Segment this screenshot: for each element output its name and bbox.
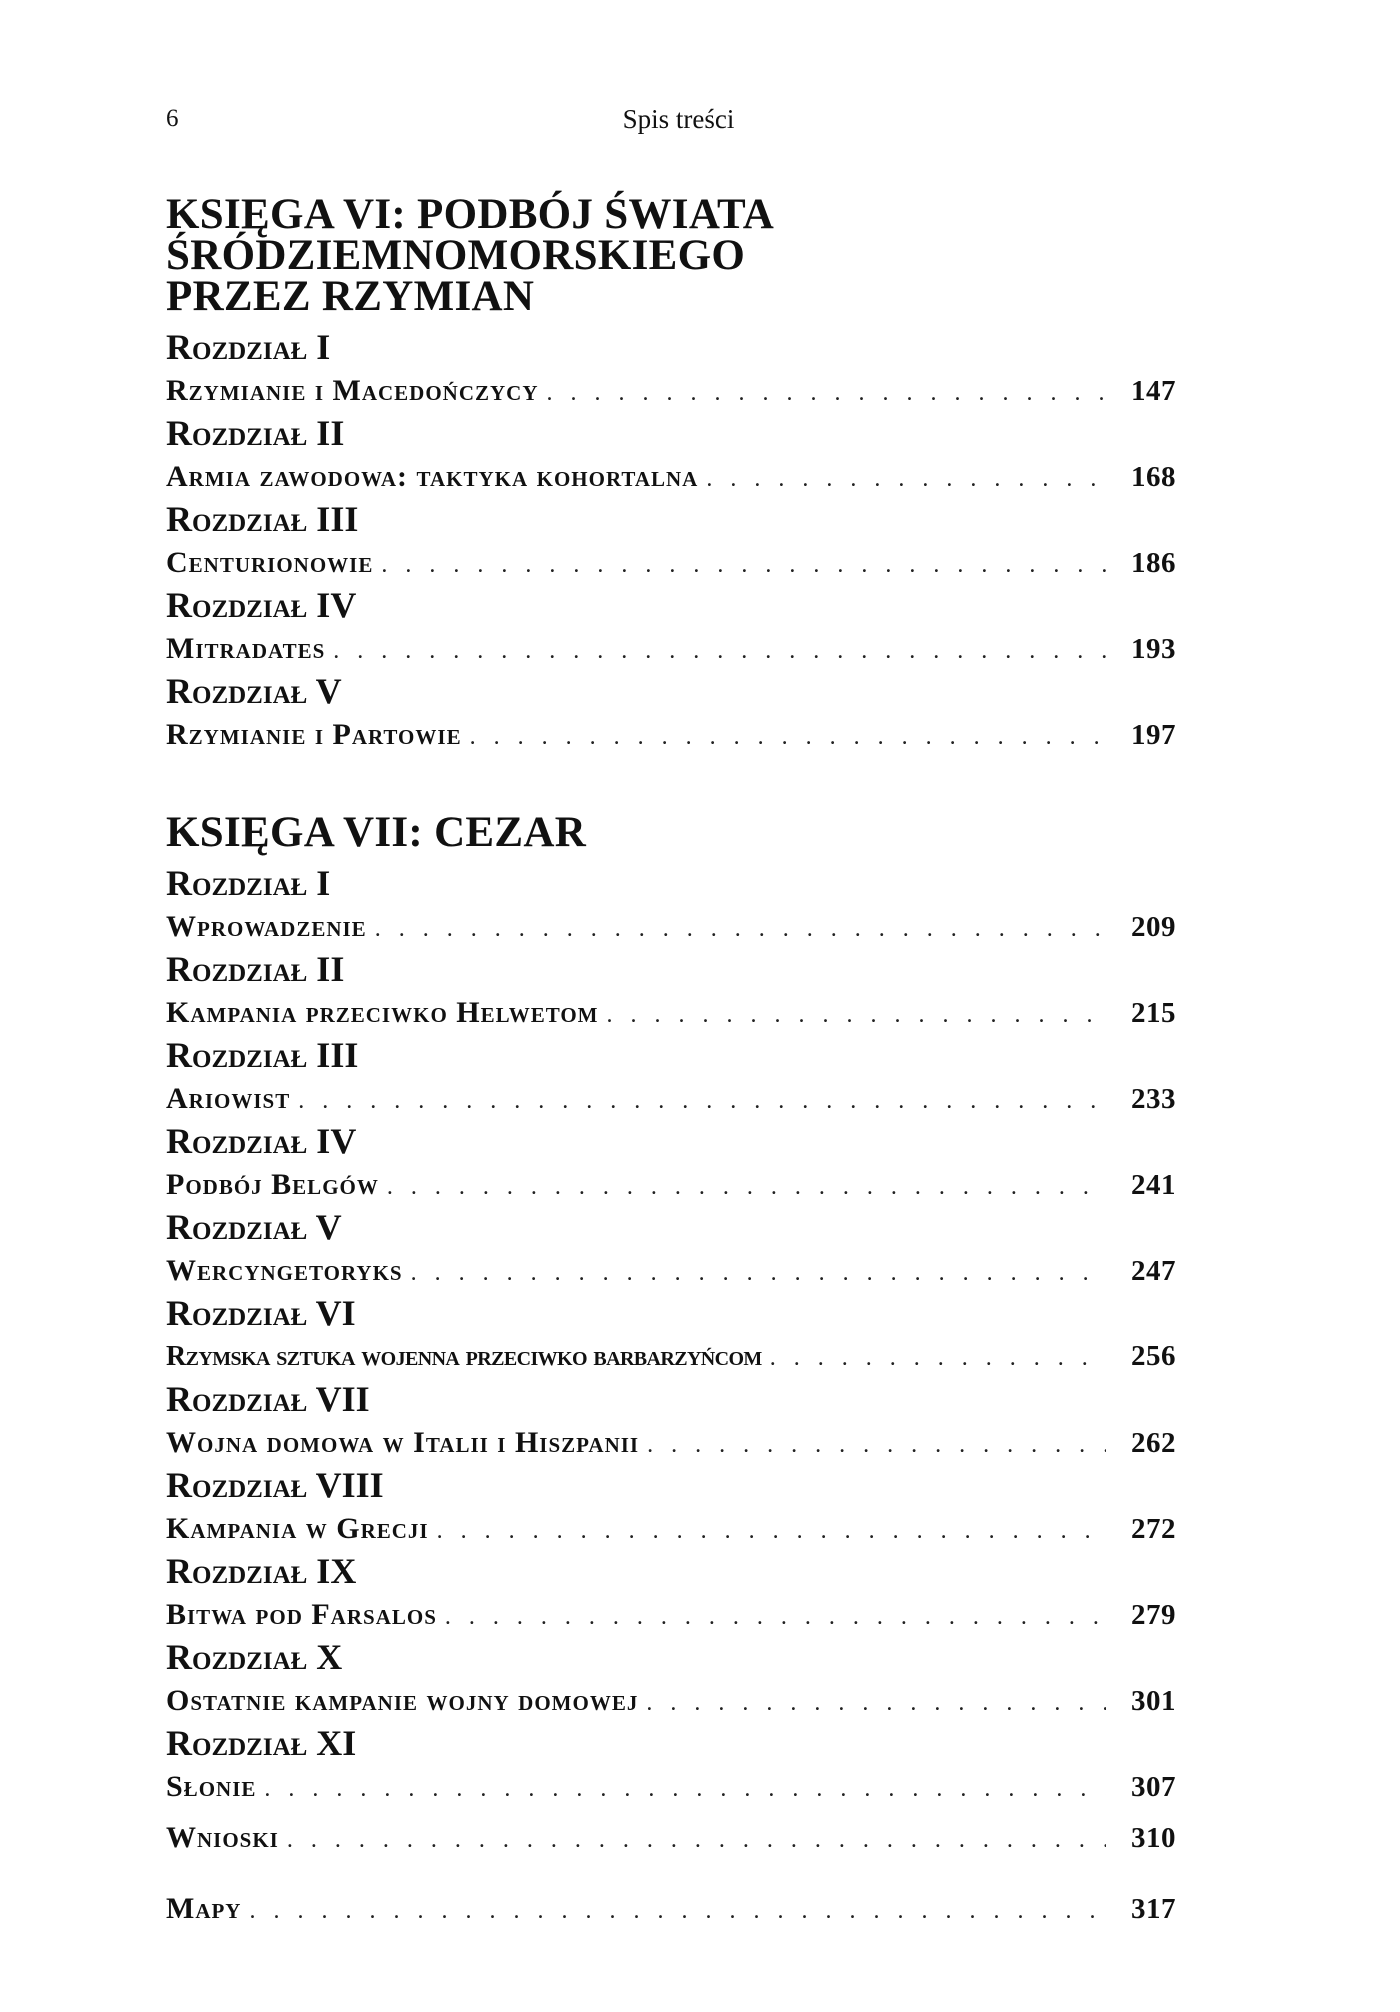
dot-leader [403,1252,1106,1295]
page-number: 6 [166,105,179,132]
entry-page-number: 247 [1131,1255,1176,1287]
entry-title: Armia zawodowa: taktyka kohortalna [166,460,699,493]
entry-page-number: 307 [1131,1771,1176,1803]
toc-entry[interactable] [166,991,1176,1034]
entry-title: Wnioski [166,1821,279,1854]
book-section [166,809,1176,1930]
dot-leader [290,1080,1106,1123]
dot-leader [379,1166,1106,1209]
entry-page-number: 301 [1131,1685,1176,1717]
chapter-label: Rozdział I [166,863,331,903]
chapter-label: Rozdział XI [166,1723,357,1763]
toc-entry[interactable] [166,1421,1176,1464]
toc-entry[interactable] [166,1507,1176,1550]
dot-leader [373,544,1106,587]
entry-page-number: 193 [1131,633,1176,665]
toc-entry[interactable] [166,369,1176,412]
toc-entry[interactable] [166,1335,1176,1378]
dot-leader [698,458,1106,501]
entry-title: Rzymianie i Partowie [166,718,462,751]
entry-page-number: 215 [1131,997,1176,1029]
entry-page-number: 168 [1131,461,1176,493]
running-head: Spis treści [622,104,735,134]
book-title: KSIĘGA VI: PODBÓJ ŚWIATA ŚRÓDZIEMNOMORSKIEGO PRZEZ RZYMIAN [166,191,775,320]
toc-entry[interactable] [166,1077,1176,1120]
toc-entry[interactable] [166,1593,1176,1636]
entry-title: Mitradates [166,632,326,665]
dot-leader [437,1596,1106,1639]
entry-page-number: 279 [1131,1599,1176,1631]
chapter-label: Rozdział V [166,671,342,711]
toc-entry[interactable] [166,1163,1176,1206]
chapter-label: Rozdział VII [166,1379,370,1419]
dot-leader [598,994,1106,1037]
entry-page-number: 256 [1131,1340,1176,1372]
entry-page-number: 310 [1131,1822,1176,1854]
chapter-label: Rozdział IX [166,1551,357,1591]
dot-leader [256,1768,1106,1811]
toc-entry[interactable] [166,1679,1176,1722]
toc-entry[interactable] [166,1249,1176,1292]
entry-title: Mapy [166,1892,242,1925]
entry-page-number: 147 [1131,375,1176,407]
chapter-label: Rozdział X [166,1637,343,1677]
entry-page-number: 272 [1131,1513,1176,1545]
entry-title: Kampania w Grecji [166,1512,429,1545]
book-title: KSIĘGA VII: CEZAR [166,809,587,856]
dot-leader [241,1890,1106,1933]
chapter-label: Rozdział V [166,1207,342,1247]
entry-title: Podbój Belgów [166,1168,379,1201]
entry-title: Ostatnie kampanie wojny domowej [166,1684,639,1717]
entry-title: Słonie [166,1770,257,1803]
dot-leader [462,716,1106,759]
entry-title: Ariowist [166,1082,291,1115]
dot-leader [639,1424,1106,1467]
entry-title: Wercyngetoryks [166,1254,403,1287]
chapter-label: Rozdział VI [166,1293,356,1333]
dot-leader [638,1682,1106,1725]
entry-page-number: 317 [1131,1893,1176,1925]
entry-title: Wprowadzenie [166,910,367,943]
toc-entry[interactable] [166,455,1176,498]
book-section [166,191,1176,756]
entry-title: Centurionowie [166,546,374,579]
entry-page-number: 233 [1131,1083,1176,1115]
entry-title: Rzymska sztuka wojenna przeciwko barbarzyńcom [166,1341,762,1372]
dot-leader [762,1337,1106,1380]
chapter-label: Rozdział VIII [166,1465,384,1505]
entry-title: Bitwa pod Farsalos [166,1598,437,1631]
toc-entry[interactable] [166,713,1176,756]
toc-entry-conclusions[interactable] [166,1816,1176,1859]
entry-page-number: 262 [1131,1427,1176,1459]
entry-page-number: 241 [1131,1169,1176,1201]
chapter-label: Rozdział IV [166,585,357,625]
toc-entry[interactable] [166,1765,1176,1808]
dot-leader [429,1510,1106,1553]
chapter-label: Rozdział IV [166,1121,357,1161]
chapter-label: Rozdział II [166,949,345,989]
toc-entry-maps[interactable] [166,1887,1176,1930]
toc-entry[interactable] [166,627,1176,670]
entry-page-number: 209 [1131,911,1176,943]
entry-title: Kampania przeciwko Helwetom [166,996,599,1029]
chapter-label: Rozdział III [166,1035,359,1075]
entry-page-number: 197 [1131,719,1176,751]
entry-page-number: 186 [1131,547,1176,579]
dot-leader [325,630,1106,673]
chapter-label: Rozdział II [166,413,345,453]
entry-title: Rzymianie i Macedończycy [166,374,539,407]
toc-entry[interactable] [166,541,1176,584]
chapter-label: Rozdział III [166,499,359,539]
chapter-label: Rozdział I [166,327,331,367]
dot-leader [279,1819,1106,1862]
dot-leader [539,372,1106,415]
toc-entry[interactable] [166,905,1176,948]
dot-leader [367,908,1106,951]
entry-title: Wojna domowa w Italii i Hiszpanii [166,1426,640,1459]
